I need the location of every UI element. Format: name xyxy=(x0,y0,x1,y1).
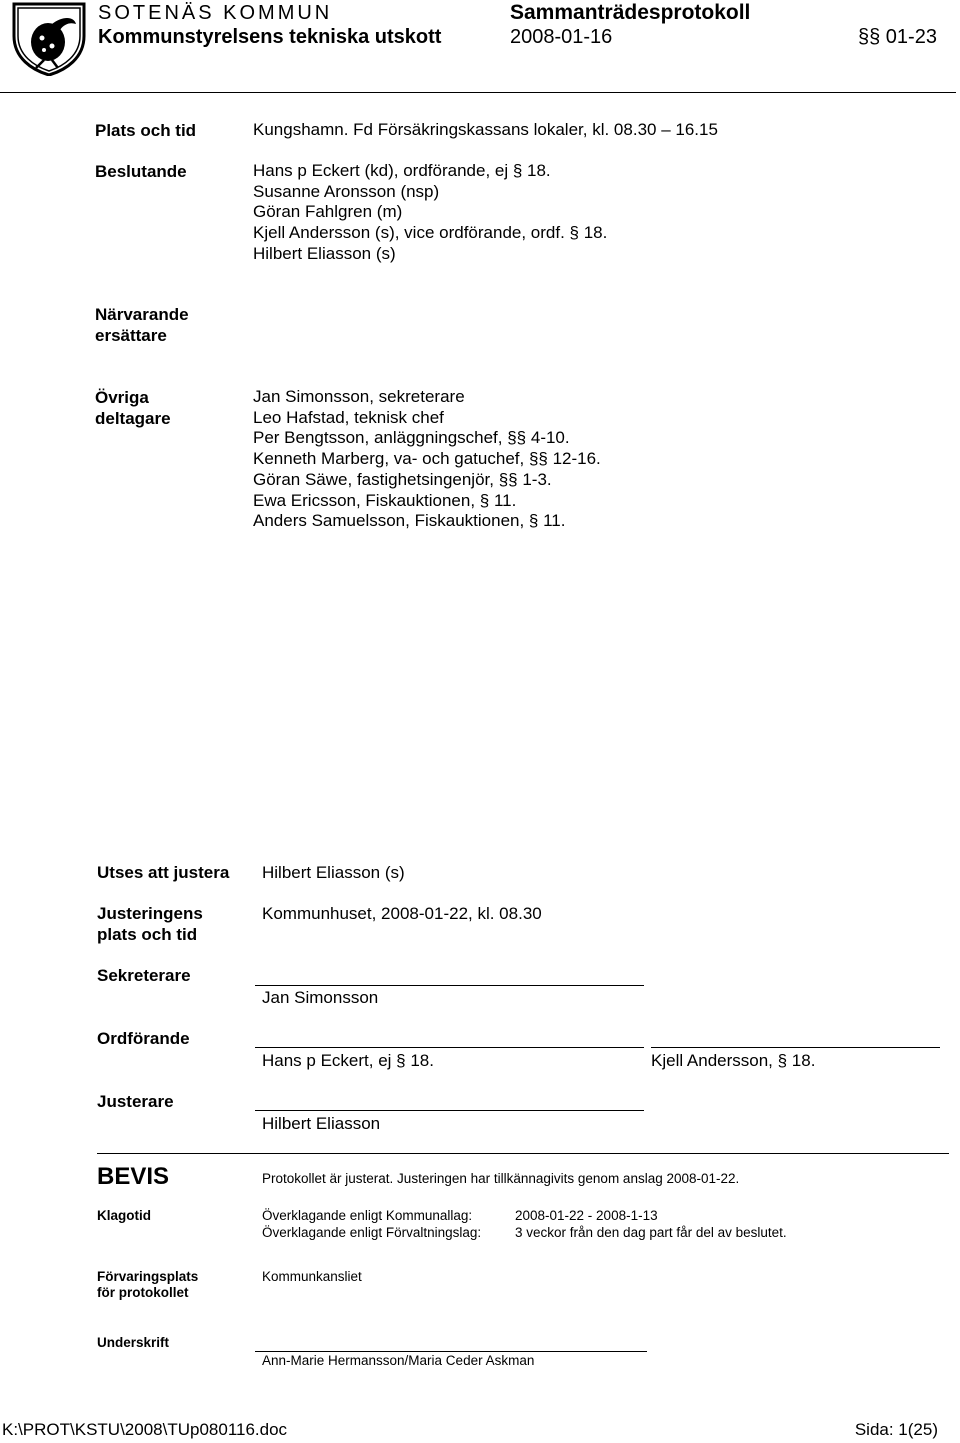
participant: Ewa Ericsson, Fiskauktionen, § 11. xyxy=(253,490,517,510)
chair-label: Ordförande xyxy=(97,1029,190,1048)
storage-label xyxy=(97,1269,198,1301)
others-label xyxy=(95,387,171,429)
deciding-member: Kjell Andersson (s), vice ordförande, ordf. § 18. xyxy=(253,223,608,243)
proof-title: BEVIS xyxy=(97,1163,170,1190)
adjuster-name: Hilbert Eliasson xyxy=(262,1114,381,1133)
adjuster-signature-line xyxy=(255,1110,644,1111)
place-label: Plats och tid xyxy=(95,121,197,140)
storage-label-line: Förvaringsplats xyxy=(97,1269,199,1284)
storage-label-line: för protokollet xyxy=(97,1285,189,1300)
signature-label: Underskrift xyxy=(97,1335,170,1350)
place-value: Kungshamn. Fd Försäkringskassans lokaler, kl. 08.30 – 16.15 xyxy=(253,120,718,139)
municipality-name: SOTENÄS KOMMUN xyxy=(98,2,333,24)
appeal-period-2: 3 veckor från den dag part får del av beslutet. xyxy=(515,1225,787,1240)
adjustment-place-value: Kommunhuset, 2008-01-22, kl. 08.30 xyxy=(262,904,542,923)
page-number: Sida: 1(25) xyxy=(854,1420,938,1439)
appeal-law-2: Överklagande enligt Förvaltningslag: xyxy=(262,1225,482,1240)
participant: Kenneth Marberg, va- och gatuchef, §§ 12-16. xyxy=(253,449,601,469)
proof-signature-line xyxy=(255,1351,647,1352)
secretary-label: Sekreterare xyxy=(97,966,191,985)
deciding-list xyxy=(253,161,607,265)
meeting-date: 2008-01-16 xyxy=(510,26,613,48)
adjuster-label: Justerare xyxy=(97,1092,174,1111)
document-type: Sammanträdesprotokoll xyxy=(510,1,751,24)
chair-name: Hans p Eckert, ej § 18. xyxy=(262,1051,434,1070)
others-label-line: Övriga xyxy=(95,388,149,407)
vice-chair-name: Kjell Andersson, § 18. xyxy=(651,1051,816,1070)
deciding-member: Göran Fahlgren (m) xyxy=(253,202,403,222)
substitutes-label-line: Närvarande xyxy=(95,305,189,324)
appointed-label: Utses att justera xyxy=(97,863,230,882)
appeal-law-1: Överklagande enligt Kommunallag: xyxy=(262,1208,473,1223)
appeal-label: Klagotid xyxy=(97,1208,151,1223)
proof-statement: Protokollet är justerat. Justeringen har tillkännagivits genom anslag 2008-01-22. xyxy=(262,1171,740,1186)
vice-chair-signature-line xyxy=(651,1047,940,1048)
participant: Göran Säwe, fastighetsingenjör, §§ 1-3. xyxy=(253,469,552,489)
secretary-name: Jan Simonsson xyxy=(262,988,379,1007)
participant: Per Bengtsson, anläggningschef, §§ 4-10. xyxy=(253,428,570,448)
appointed-value: Hilbert Eliasson (s) xyxy=(262,863,405,882)
section-range: §§ 01-23 xyxy=(858,26,937,48)
adjustment-place-label xyxy=(97,903,203,945)
chair-signature-line xyxy=(255,1047,644,1048)
municipal-coat-of-arms-icon xyxy=(8,2,90,76)
others-label-line: deltagare xyxy=(95,409,171,428)
file-path: K:\PROT\KSTU\2008\TUp080116.doc xyxy=(2,1420,288,1439)
participant: Leo Hafstad, teknisk chef xyxy=(253,407,444,427)
adjustment-place-label-line: Justeringens xyxy=(97,904,203,923)
deciding-member: Hans p Eckert (kd), ordförande, ej § 18. xyxy=(253,161,551,180)
deciding-label: Beslutande xyxy=(95,162,187,181)
signature-names: Ann-Marie Hermansson/Maria Ceder Askman xyxy=(262,1353,535,1368)
appeal-period-1: 2008-01-22 - 2008-1-13 xyxy=(515,1208,658,1223)
substitutes-label xyxy=(95,304,189,346)
committee-name: Kommunstyrelsens tekniska utskott xyxy=(98,26,442,48)
storage-value: Kommunkansliet xyxy=(262,1269,362,1284)
deciding-member: Susanne Aronsson (nsp) xyxy=(253,181,440,201)
adjustment-place-label-line: plats och tid xyxy=(97,925,198,944)
proof-divider xyxy=(97,1153,949,1154)
header-divider xyxy=(0,92,956,93)
secretary-signature-line xyxy=(255,985,644,986)
deciding-member: Hilbert Eliasson (s) xyxy=(253,243,396,263)
participant: Jan Simonsson, sekreterare xyxy=(253,387,465,406)
participant: Anders Samuelsson, Fiskauktionen, § 11. xyxy=(253,511,566,531)
others-list xyxy=(253,387,601,532)
substitutes-label-line: ersättare xyxy=(95,326,167,345)
